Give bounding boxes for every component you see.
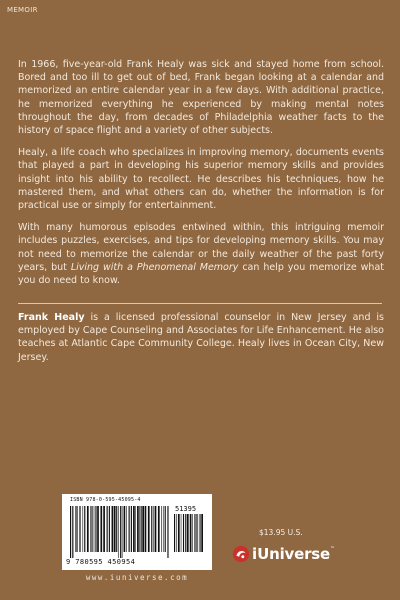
barcode-bar (163, 506, 164, 552)
barcode-bar (95, 506, 96, 552)
barcode-bar (151, 506, 152, 552)
barcode-bar (199, 514, 200, 552)
barcode-bar (192, 514, 193, 552)
barcode (62, 494, 212, 570)
barcode-bar (142, 506, 144, 552)
barcode-bar (79, 506, 80, 552)
barcode-bar (161, 506, 162, 552)
barcode-bar (174, 514, 175, 552)
barcode-bar (116, 506, 117, 552)
barcode-bar (190, 514, 192, 552)
publisher-logo-text: Universe (257, 545, 331, 563)
barcode-bar (131, 506, 132, 552)
synopsis-text: can help you memorize what you do need to know. (18, 261, 384, 287)
addon-barcode-bars (174, 514, 204, 558)
barcode-bar (183, 514, 184, 552)
synopsis-text: In 1966, five-year-old Frank Healy was sick and stayed home from school. Bored and too ill to get out of bed, Frank began looking at a calendar and memorized an entire calendar year in a few days. With additional practice, he memorized everything he experienced by making mental notes throughout the day, from decades of Philadelphia weather facts to the history of space flight and a variety of other subjects. (18, 59, 384, 137)
barcode-bar (80, 506, 81, 552)
barcode-bar (135, 506, 136, 552)
publisher-website: www.iuniverse.com (85, 573, 189, 582)
barcode-bar (109, 506, 110, 552)
barcode-bar (185, 514, 186, 552)
barcode-bar (167, 506, 168, 558)
barcode-bar (145, 506, 147, 552)
barcode-bar (83, 506, 84, 552)
synopsis-text: With many humorous episodes entwined within, this intriguing memoir includes puzzles, exercises, and tips for developing memory skills. You may not need to memorize the calendar or the daily weather of the past forty years, but (18, 222, 384, 273)
barcode-bar (153, 506, 154, 552)
barcode-bar (70, 506, 71, 558)
synopsis-paragraph (18, 146, 384, 212)
publisher-logo (232, 544, 335, 564)
barcode-bar (97, 506, 99, 552)
barcode-bar (124, 506, 126, 552)
barcode-bar (194, 514, 195, 552)
barcode-bar (155, 506, 157, 552)
barcode-bar (158, 506, 160, 552)
author-bio-text: is a licensed professional counselor in New Jersey and is employed by Cape Counseling and Associates for Life Enhancement. He also teaches at Atlantic Cape Community College. Healy lives in Ocean City, New Jersey. (18, 312, 384, 363)
barcode-bar (100, 506, 102, 552)
barcode-bar (72, 506, 73, 558)
barcode-bar (114, 506, 116, 552)
barcode-bar (195, 514, 196, 552)
author-name: Frank Healy (18, 312, 85, 323)
barcode-bar (91, 506, 92, 552)
barcode-bar (178, 514, 180, 552)
publisher-logo-i: i (252, 545, 258, 563)
barcode-bar (84, 506, 85, 552)
author-bio (18, 311, 384, 364)
price-addon-digits: 51395 (175, 505, 197, 513)
trademark-symbol: ™ (330, 546, 336, 552)
isbn-label: ISBN 978-0-595-45095-4 (70, 497, 141, 503)
barcode-bar (137, 506, 139, 552)
book-title-italic: Living with a Phenomenal Memory (70, 261, 239, 273)
barcode-bar (87, 506, 89, 552)
barcode-bar (107, 506, 108, 552)
barcode-bar (201, 514, 203, 552)
genre-label: MEMOIR (7, 6, 38, 14)
barcode-bar (94, 506, 95, 552)
iuniverse-swirl-icon (232, 545, 250, 563)
barcode-bar (103, 506, 105, 552)
barcode-bar (118, 506, 119, 558)
ean-digits: 9 780595 450954 (66, 558, 136, 566)
barcode-bar (112, 506, 114, 552)
barcode-bar (176, 514, 177, 552)
synopsis-text: Healy, a life coach who specializes in improving memory, documents events that played a part in developing his superior memory skills and provides insight into his ability to recollect. He describes his techniques, how he mastered them, and what others can do, whether the information is for practical use or simply for entertainment. (18, 147, 384, 212)
barcode-bar (122, 506, 123, 558)
barcode-bar (126, 506, 127, 552)
barcode-bar (187, 514, 189, 552)
barcode-bar (200, 514, 201, 552)
synopsis (18, 58, 384, 296)
ean-barcode-bars (70, 506, 170, 558)
barcode-bar (90, 506, 91, 552)
barcode-bar (75, 506, 76, 552)
barcode-bar (181, 514, 182, 552)
barcode-bar (148, 506, 150, 552)
barcode-bar (129, 506, 130, 552)
divider (18, 303, 382, 304)
barcode-bar (76, 506, 77, 552)
synopsis-paragraph (18, 58, 384, 137)
barcode-bar (139, 506, 140, 552)
synopsis-paragraph (18, 221, 384, 287)
barcode-bar (133, 506, 135, 552)
barcode-bar (197, 514, 198, 552)
barcode-bar (165, 506, 166, 552)
barcode-bar (141, 506, 142, 552)
price: $13.95 U.S. (259, 528, 303, 537)
barcode-bar (77, 506, 78, 552)
barcode-bar (120, 506, 121, 558)
